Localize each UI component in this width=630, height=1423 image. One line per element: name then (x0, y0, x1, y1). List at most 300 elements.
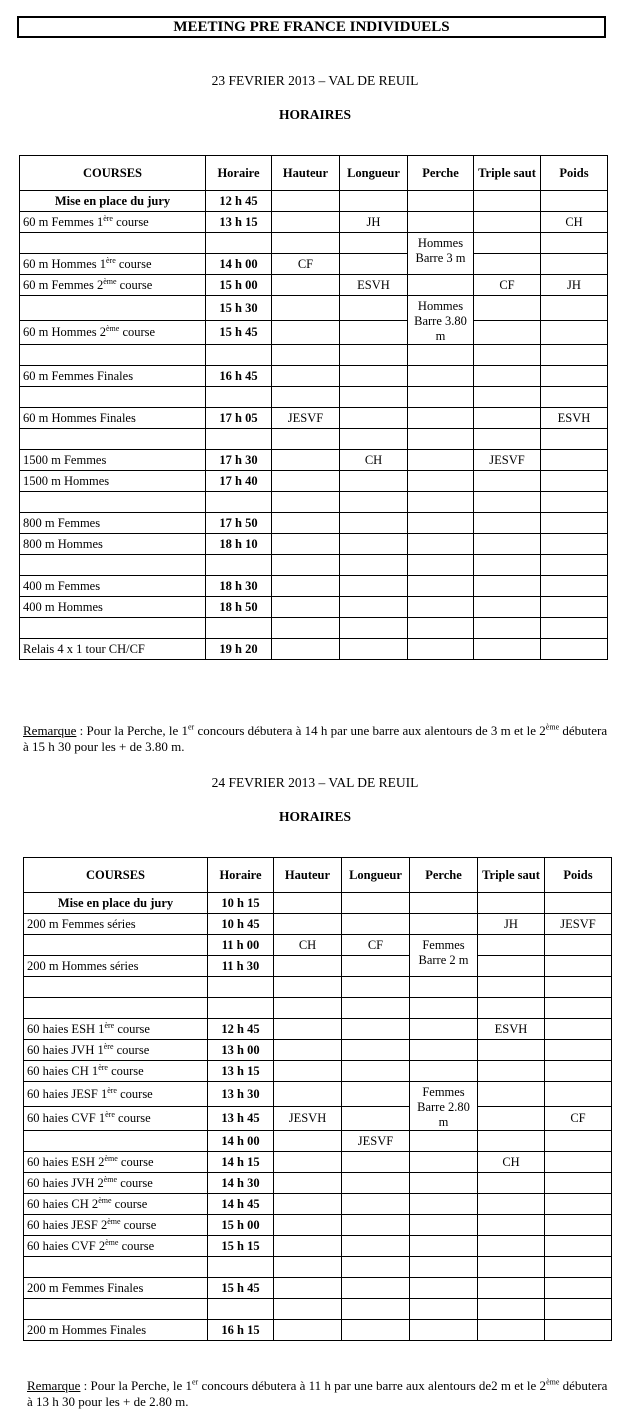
longueur-cell (340, 320, 408, 345)
longueur-cell (340, 639, 408, 660)
poids-cell (545, 1152, 612, 1173)
course-cell (20, 296, 206, 321)
hauteur-cell (272, 450, 340, 471)
time-cell: 17 h 30 (206, 450, 272, 471)
time-cell (206, 345, 272, 366)
triple-cell (474, 408, 541, 429)
longueur-cell (342, 1082, 410, 1107)
hauteur-cell (272, 597, 340, 618)
longueur-cell: CF (342, 935, 410, 956)
longueur-cell (340, 555, 408, 576)
triple-cell (478, 935, 545, 956)
hauteur-cell: CH (274, 935, 342, 956)
jury-row (24, 893, 612, 914)
time-cell: 14 h 00 (208, 1131, 274, 1152)
longueur-cell (342, 1019, 410, 1040)
column-header: Poids (545, 858, 612, 893)
triple-cell (478, 1215, 545, 1236)
longueur-cell (342, 914, 410, 935)
course-cell: Mise en place du jury (20, 191, 206, 212)
poids-cell (545, 935, 612, 956)
empty-cell (474, 191, 541, 212)
table-row (20, 576, 608, 597)
perche-cell (410, 914, 478, 935)
table-row (24, 1061, 612, 1082)
course-cell (20, 387, 206, 408)
course-suffix: course (119, 325, 156, 340)
longueur-cell (342, 1257, 410, 1278)
day2-remark (27, 1378, 612, 1410)
course-suffix: course (120, 1218, 157, 1232)
perche-cell (408, 492, 474, 513)
course-name: 800 m Hommes (23, 537, 103, 551)
poids-cell (545, 1061, 612, 1082)
time-cell: 15 h 45 (206, 320, 272, 345)
time-cell: 15 h 30 (206, 296, 272, 321)
longueur-cell: JH (340, 212, 408, 233)
longueur-cell (342, 1106, 410, 1131)
empty-cell (545, 893, 612, 914)
course-cell (24, 1299, 208, 1320)
perche-group-cell: Hommes Barre 3 m (408, 233, 474, 275)
triple-cell (478, 1299, 545, 1320)
course-cell (20, 618, 206, 639)
longueur-cell (340, 387, 408, 408)
course-cell (20, 492, 206, 513)
course-cell (20, 345, 206, 366)
course-name: 60 m Hommes 1 (23, 257, 106, 271)
table-row (20, 366, 608, 387)
empty-cell (410, 893, 478, 914)
perche-group-cell: Femmes Barre 2.80 m (410, 1082, 478, 1131)
perche-cell (410, 1040, 478, 1061)
table-row (24, 998, 612, 1019)
column-header: COURSES (24, 858, 208, 893)
poids-cell: ESVH (541, 408, 608, 429)
table-row (24, 1152, 612, 1173)
table-row (24, 1236, 612, 1257)
longueur-cell (342, 1061, 410, 1082)
longueur-cell (340, 366, 408, 387)
course-ordinal: ère (98, 1062, 108, 1072)
course-ordinal: ème (105, 324, 120, 334)
time-cell: 17 h 50 (206, 513, 272, 534)
poids-cell (545, 977, 612, 998)
perche-cell (410, 977, 478, 998)
course-ordinal: ème (104, 1153, 118, 1163)
course-cell (24, 1061, 208, 1082)
header-row (20, 156, 608, 191)
table-row (20, 296, 608, 321)
hauteur-cell (272, 366, 340, 387)
course-cell (20, 408, 206, 429)
triple-cell (474, 366, 541, 387)
poids-cell (541, 296, 608, 321)
course-suffix: course (114, 1111, 151, 1126)
hauteur-cell (274, 1040, 342, 1061)
course-cell (20, 471, 206, 492)
triple-cell (474, 233, 541, 254)
course-ordinal: ème (103, 276, 117, 286)
course-ordinal: ère (105, 255, 116, 265)
time-cell: 18 h 10 (206, 534, 272, 555)
course-cell (20, 366, 206, 387)
poids-cell (545, 1299, 612, 1320)
course-cell (20, 534, 206, 555)
empty-cell (408, 191, 474, 212)
triple-cell (474, 576, 541, 597)
time-cell (206, 618, 272, 639)
column-header: Triple saut (474, 156, 541, 191)
poids-cell (541, 254, 608, 275)
hauteur-cell (272, 576, 340, 597)
triple-cell (478, 1082, 545, 1107)
table-row (20, 555, 608, 576)
day1-date: 23 FEVRIER 2013 – VAL DE REUIL (211, 73, 419, 88)
table-row (20, 254, 608, 275)
course-cell (20, 254, 206, 275)
time-cell: 15 h 15 (208, 1236, 274, 1257)
course-ordinal: ème (103, 1174, 118, 1184)
poids-cell (545, 1019, 612, 1040)
table-row (20, 618, 608, 639)
poids-cell (541, 366, 608, 387)
triple-cell (478, 1278, 545, 1299)
course-name: 60 m Hommes Finales (23, 411, 136, 425)
longueur-cell (340, 233, 408, 254)
time-cell (206, 429, 272, 450)
perche-cell (408, 429, 474, 450)
column-header: Longueur (340, 156, 408, 191)
header-row (24, 858, 612, 893)
perche-cell (408, 534, 474, 555)
longueur-cell (340, 534, 408, 555)
triple-cell (478, 1194, 545, 1215)
poids-cell (541, 597, 608, 618)
longueur-cell (340, 597, 408, 618)
perche-cell (410, 1019, 478, 1040)
perche-cell (408, 387, 474, 408)
time-cell: 18 h 30 (206, 576, 272, 597)
course-name: 60 haies ESH 2 (27, 1155, 105, 1169)
course-cell (24, 1278, 208, 1299)
course-cell (24, 1040, 208, 1061)
hauteur-cell (272, 233, 340, 254)
remark-sup: er (191, 1377, 199, 1387)
triple-cell: ESVH (478, 1019, 545, 1040)
course-suffix: course (114, 1022, 150, 1036)
time-cell: 14 h 15 (208, 1152, 274, 1173)
hauteur-cell (274, 1082, 342, 1107)
column-header: Hauteur (274, 858, 342, 893)
hauteur-cell (272, 429, 340, 450)
table-row (20, 387, 608, 408)
empty-cell (272, 191, 340, 212)
table-row (20, 471, 608, 492)
time-cell (208, 998, 274, 1019)
longueur-cell (342, 1152, 410, 1173)
remark-sup: ème (546, 1377, 560, 1387)
table-row (20, 212, 608, 233)
poids-cell (541, 576, 608, 597)
perche-cell (410, 1061, 478, 1082)
course-cell: Mise en place du jury (24, 893, 208, 914)
longueur-cell: CH (340, 450, 408, 471)
course-cell (24, 1019, 208, 1040)
perche-group-cell: Hommes Barre 3.80 m (408, 296, 474, 345)
table-row (24, 1106, 612, 1131)
triple-cell: CF (474, 275, 541, 296)
perche-cell (410, 1299, 478, 1320)
perche-cell (410, 1278, 478, 1299)
longueur-cell (340, 471, 408, 492)
triple-cell (474, 618, 541, 639)
course-cell (20, 597, 206, 618)
triple-cell: JH (478, 914, 545, 935)
day2-date: 24 FEVRIER 2013 – VAL DE REUIL (211, 775, 419, 790)
longueur-cell: JESVF (342, 1131, 410, 1152)
poids-cell (541, 450, 608, 471)
page-title: MEETING PRE FRANCE INDIVIDUELS (17, 16, 606, 38)
column-header: Hauteur (272, 156, 340, 191)
table-row (20, 597, 608, 618)
table-row (24, 1194, 612, 1215)
jury-row (20, 191, 608, 212)
course-cell (20, 513, 206, 534)
time-cell: 10 h 15 (208, 893, 274, 914)
longueur-cell (342, 1173, 410, 1194)
course-cell (24, 977, 208, 998)
time-cell: 15 h 00 (208, 1215, 274, 1236)
course-ordinal: ère (104, 1020, 115, 1030)
triple-cell (478, 1320, 545, 1341)
course-ordinal: ère (107, 1085, 117, 1095)
perche-cell (408, 366, 474, 387)
perche-cell (410, 1320, 478, 1341)
time-cell: 17 h 40 (206, 471, 272, 492)
time-cell: 15 h 00 (206, 275, 272, 296)
time-cell: 14 h 30 (208, 1173, 274, 1194)
perche-cell (408, 212, 474, 233)
longueur-cell (342, 1215, 410, 1236)
time-cell: 13 h 30 (208, 1082, 274, 1107)
triple-cell (474, 320, 541, 345)
hauteur-cell (274, 1278, 342, 1299)
poids-cell: CH (541, 212, 608, 233)
perche-group-cell: Femmes Barre 2 m (410, 935, 478, 977)
triple-cell (474, 639, 541, 660)
column-header: Triple saut (478, 858, 545, 893)
hauteur-cell (272, 345, 340, 366)
triple-cell (478, 1257, 545, 1278)
empty-cell (541, 191, 608, 212)
perche-cell (410, 1152, 478, 1173)
perche-cell (408, 597, 474, 618)
day2-header: HORAIRES (278, 809, 351, 824)
table-row (24, 1082, 612, 1107)
column-header: Longueur (342, 858, 410, 893)
hauteur-cell (272, 618, 340, 639)
longueur-cell (340, 429, 408, 450)
course-cell (20, 275, 206, 296)
day2-schedule-table (23, 857, 612, 1341)
day1-remark (23, 723, 608, 755)
longueur-cell (340, 576, 408, 597)
course-suffix: course (118, 1239, 155, 1253)
course-ordinal: ème (107, 1216, 121, 1226)
perche-cell (408, 513, 474, 534)
table-row (20, 429, 608, 450)
triple-cell (478, 1040, 545, 1061)
course-cell (20, 212, 206, 233)
column-header: Horaire (206, 156, 272, 191)
empty-cell (274, 893, 342, 914)
longueur-cell (342, 956, 410, 977)
table-row (20, 275, 608, 296)
longueur-cell: ESVH (340, 275, 408, 296)
poids-cell (541, 387, 608, 408)
table-row (24, 1019, 612, 1040)
course-name: 400 m Hommes (23, 600, 103, 614)
perche-cell (408, 471, 474, 492)
course-name: 60 haies JVH 1 (27, 1043, 104, 1057)
course-suffix: course (112, 215, 149, 229)
longueur-cell (340, 408, 408, 429)
table-row (24, 1299, 612, 1320)
table-row (20, 492, 608, 513)
course-name: 60 m Femmes 2 (23, 278, 104, 292)
triple-cell (478, 956, 545, 977)
table-row (20, 534, 608, 555)
time-cell: 12 h 45 (206, 191, 272, 212)
table-row (24, 1173, 612, 1194)
hauteur-cell (274, 956, 342, 977)
perche-cell (410, 1257, 478, 1278)
time-cell (206, 555, 272, 576)
table-row (24, 1215, 612, 1236)
course-name: 200 m Hommes séries (27, 959, 139, 973)
perche-cell (408, 450, 474, 471)
course-ordinal: ème (98, 1195, 112, 1205)
poids-cell (541, 345, 608, 366)
triple-cell (478, 998, 545, 1019)
hauteur-cell (274, 1173, 342, 1194)
course-cell (20, 555, 206, 576)
course-suffix: course (117, 1176, 153, 1190)
course-name: 60 m Femmes Finales (23, 369, 134, 383)
course-suffix: course (111, 1197, 148, 1211)
perche-cell (410, 998, 478, 1019)
remark-label: Remarque (23, 723, 77, 738)
course-ordinal: ère (105, 1110, 115, 1120)
hauteur-cell: JESVF (272, 408, 340, 429)
time-cell: 16 h 15 (208, 1320, 274, 1341)
course-cell (20, 450, 206, 471)
table-row (24, 1131, 612, 1152)
time-cell: 12 h 45 (208, 1019, 274, 1040)
triple-cell (474, 429, 541, 450)
column-header: Perche (410, 858, 478, 893)
longueur-cell (340, 254, 408, 275)
poids-cell (545, 1040, 612, 1061)
time-cell: 10 h 45 (208, 914, 274, 935)
hauteur-cell (272, 212, 340, 233)
course-name: 60 haies CVF 2 (27, 1239, 106, 1253)
remark-text: : Pour la Perche, le 1 (76, 723, 188, 738)
time-cell (206, 233, 272, 254)
course-cell (24, 1131, 208, 1152)
perche-cell (408, 275, 474, 296)
longueur-cell (342, 1320, 410, 1341)
longueur-cell (342, 1040, 410, 1061)
table-row (20, 233, 608, 254)
table-row (20, 639, 608, 660)
course-cell (24, 1236, 208, 1257)
longueur-cell (340, 492, 408, 513)
triple-cell (474, 387, 541, 408)
hauteur-cell (274, 977, 342, 998)
perche-cell (408, 618, 474, 639)
course-cell (24, 998, 208, 1019)
hauteur-cell (274, 1215, 342, 1236)
triple-cell (474, 555, 541, 576)
poids-cell (545, 1257, 612, 1278)
poids-cell (545, 1173, 612, 1194)
time-cell (206, 492, 272, 513)
longueur-cell (340, 513, 408, 534)
table-row (24, 1320, 612, 1341)
time-cell: 16 h 45 (206, 366, 272, 387)
table-row (20, 320, 608, 345)
course-suffix: course (116, 278, 153, 292)
course-cell (24, 1106, 208, 1131)
triple-cell (474, 471, 541, 492)
triple-cell (478, 1106, 545, 1131)
triple-cell (474, 254, 541, 275)
course-cell (24, 935, 208, 956)
course-cell (20, 233, 206, 254)
poids-cell (545, 998, 612, 1019)
course-ordinal: ème (105, 1237, 119, 1247)
poids-cell (541, 233, 608, 254)
course-cell (24, 1320, 208, 1341)
hauteur-cell (274, 914, 342, 935)
hauteur-cell: CF (272, 254, 340, 275)
longueur-cell (342, 977, 410, 998)
hauteur-cell (274, 1299, 342, 1320)
remark-label: Remarque (27, 1378, 81, 1393)
course-suffix: course (113, 1043, 150, 1057)
day1-header: HORAIRES (278, 107, 351, 122)
hauteur-cell (274, 1061, 342, 1082)
empty-cell (342, 893, 410, 914)
time-cell: 18 h 50 (206, 597, 272, 618)
poids-cell (545, 1320, 612, 1341)
course-name: 1500 m Hommes (23, 474, 110, 488)
hauteur-cell (272, 513, 340, 534)
perche-cell (410, 1173, 478, 1194)
time-cell: 13 h 00 (208, 1040, 274, 1061)
hauteur-cell (272, 275, 340, 296)
triple-cell (474, 492, 541, 513)
course-cell (20, 576, 206, 597)
triple-cell: JESVF (474, 450, 541, 471)
poids-cell (541, 534, 608, 555)
poids-cell: CF (545, 1106, 612, 1131)
poids-cell (545, 1278, 612, 1299)
time-cell: 13 h 15 (208, 1061, 274, 1082)
poids-cell (545, 956, 612, 977)
